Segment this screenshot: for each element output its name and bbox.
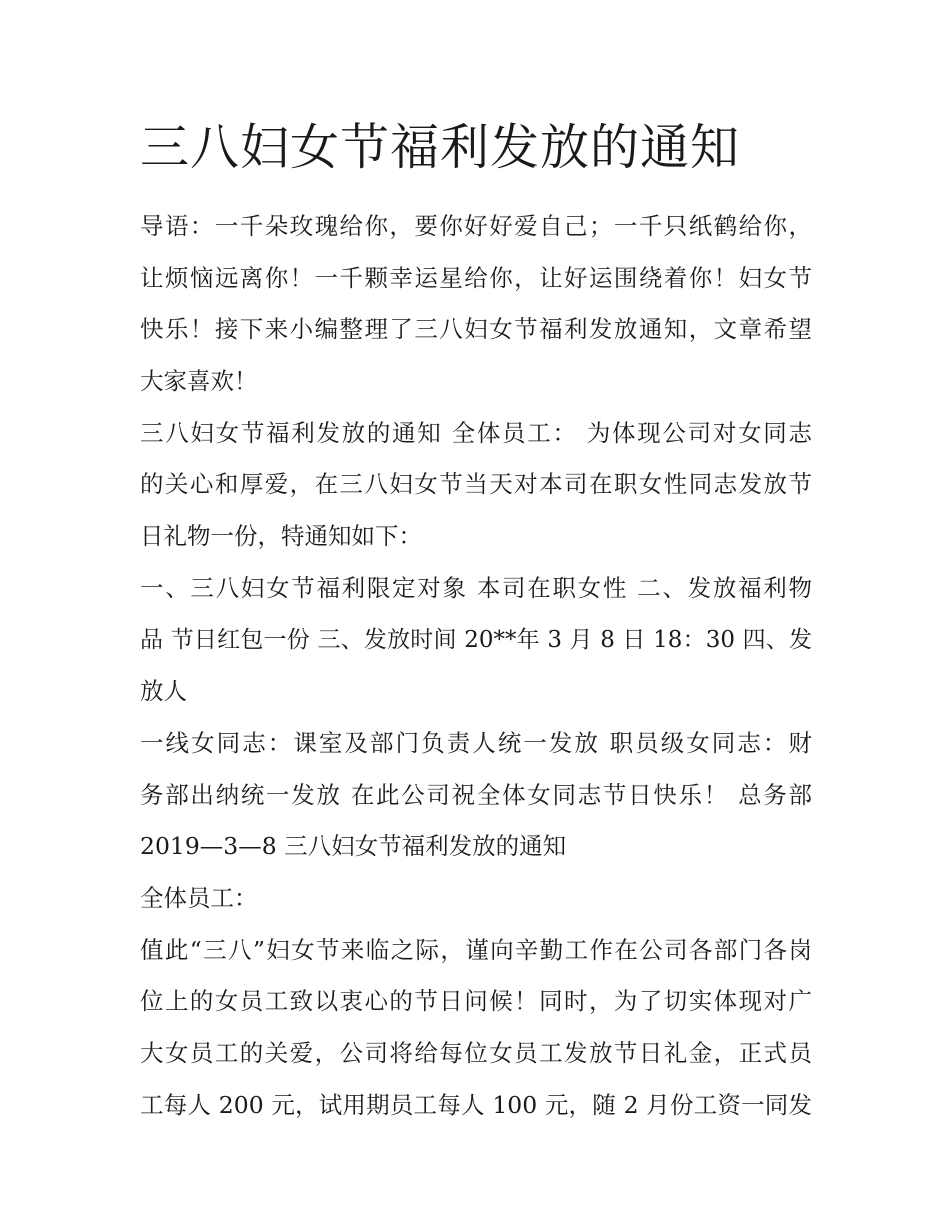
text-line: 位上的女员工致以衷心的节日问候！同时，为了切实体现对广	[140, 987, 812, 1016]
text-line: 三八妇女节福利发放的通知 全体员工： 为体现公司对女同志	[140, 418, 812, 447]
text-line: 全体员工：	[140, 883, 258, 912]
text-line: 的关心和厚爱，在三八妇女节当天对本司在职女性同志发放节	[140, 470, 812, 499]
text-line: 2019—3—8 三八妇女节福利发放的通知	[140, 832, 567, 861]
text-line: 工每人 200 元，试用期员工每人 100 元，随 2 月份工资一同发	[140, 1090, 812, 1119]
text-line: 一、三八妇女节福利限定对象 本司在职女性 二、发放福利物	[140, 573, 812, 602]
text-line: 让烦恼远离你！一千颗幸运星给你，让好运围绕着你！妇女节	[140, 263, 812, 292]
text-line: 品 节日红包一份 三、发放时间 20**年 3 月 8 日 18：30 四、发	[140, 626, 812, 653]
text-line: 快乐！接下来小编整理了三八妇女节福利发放通知，文章希望	[140, 315, 812, 344]
text-line: 导语：一千朵玫瑰给你，要你好好爱自己；一千只纸鹤给你，	[140, 212, 812, 240]
text-line: 大女员工的关爱，公司将给每位女员工发放节日礼金，正式员	[140, 1039, 812, 1067]
text-line: 大家喜欢！	[140, 367, 258, 396]
text-line: 一线女同志：课室及部门负责人统一发放 职员级女同志：财	[140, 728, 812, 757]
text-line: 值此“三八”妇女节来临之际，谨向辛勤工作在公司各部门各岗	[140, 935, 812, 964]
document-body	[140, 201, 812, 1131]
document-title: 三八妇女节福利发放的通知	[140, 119, 741, 176]
text-line: 放人	[140, 677, 187, 706]
text-line: 日礼物一份，特通知如下：	[140, 522, 422, 551]
text-line: 务部出纳统一发放 在此公司祝全体女同志节日快乐！ 总务部	[140, 780, 812, 809]
